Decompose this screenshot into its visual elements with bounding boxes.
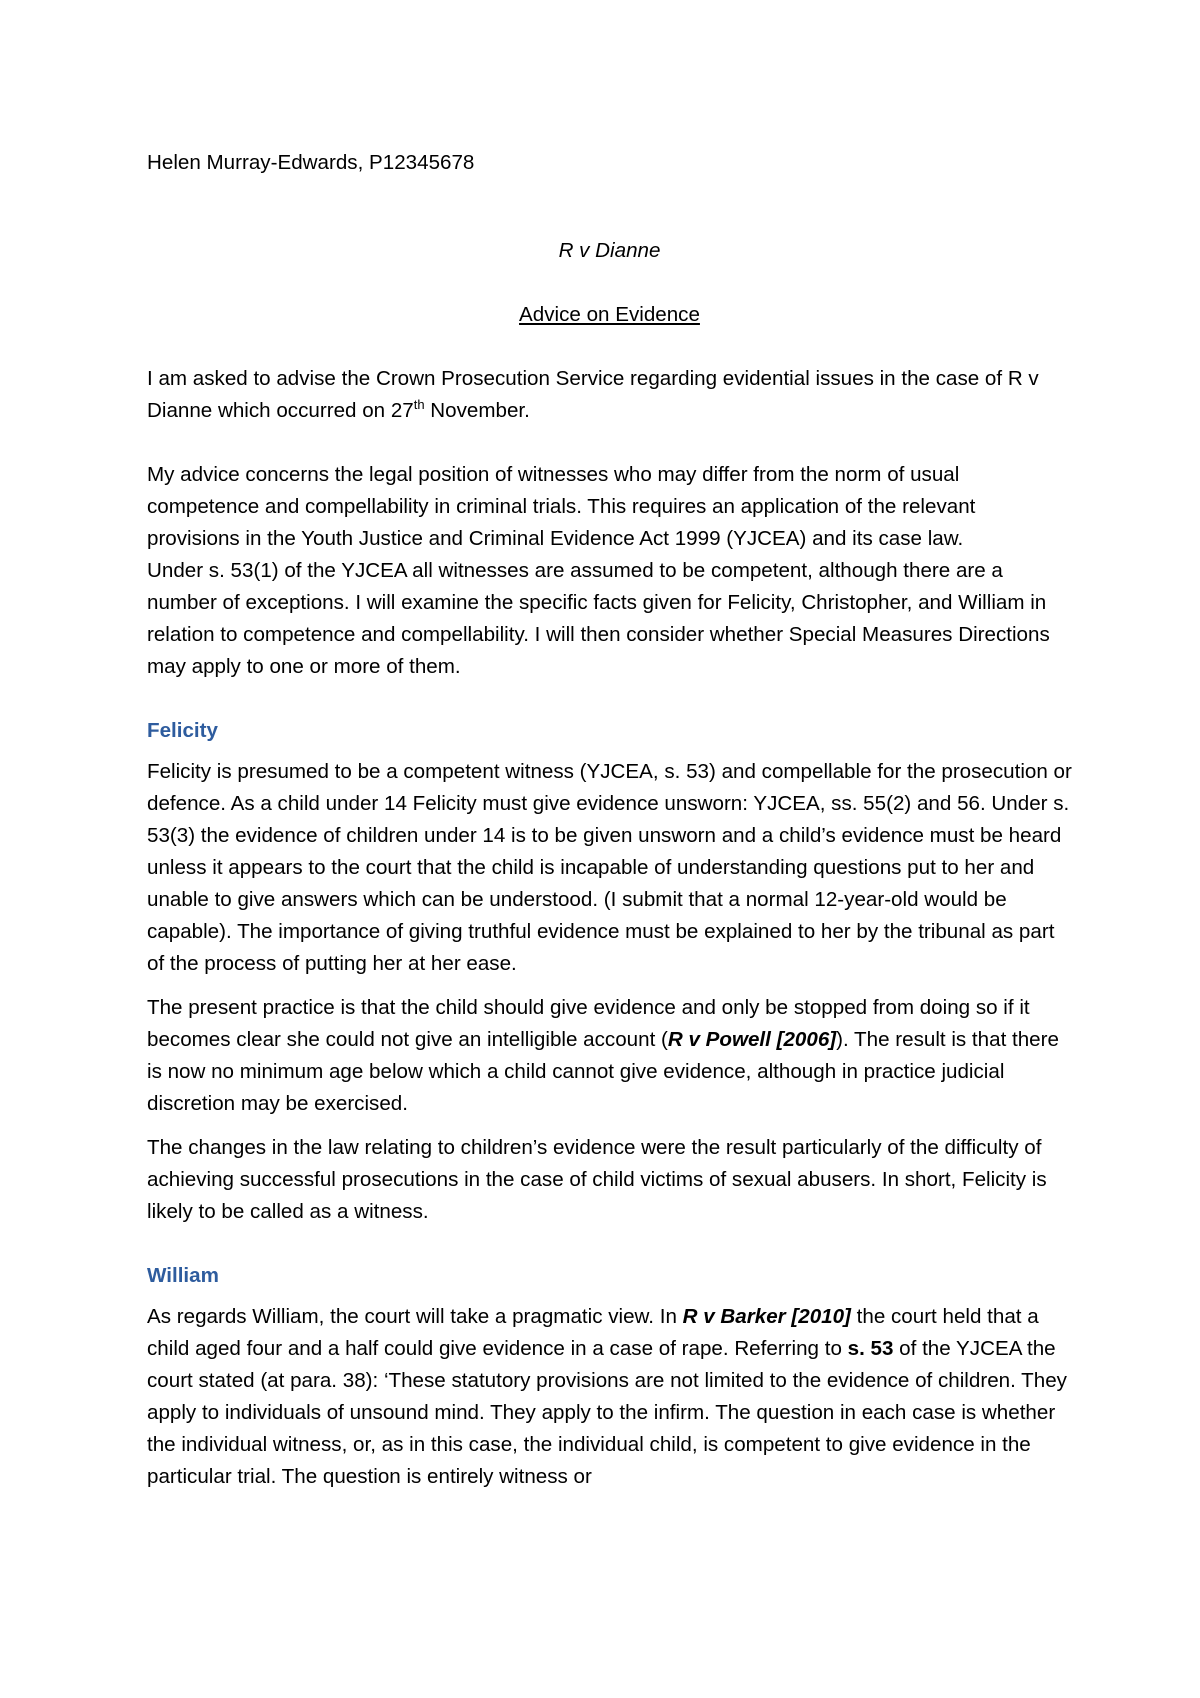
document-body — [147, 147, 1072, 1493]
william-paragraph — [147, 1301, 1072, 1493]
author-line: Helen Murray-Edwards, P12345678 — [147, 151, 475, 174]
overview-continuation: Under s. 53(1) of the YJCEA all witnesses are assumed to be competent, although there are a number of exceptions. I will examine the specific facts given for Felicity, Christopher, and William in relation to competence and compellability. I will then consider whether Special Measures Directions may apply to one or more of them. — [147, 559, 1050, 678]
intro-paragraph — [147, 363, 1072, 427]
case-reference-barker: R v Barker [2010] — [682, 1305, 851, 1328]
overview-lead: My advice concerns the legal position of witnesses who may differ from the norm of usual competence and compellability in criminal trials. This requires an application of the relevant provisions in the Youth Justice and Criminal Evidence Act 1999 (YJCEA) and its case law. — [147, 463, 976, 550]
section-reference-s53: s. 53 — [847, 1337, 894, 1360]
william-text-mid: the court held that a child aged four and a half could give evidence in a case of rape. Referring to — [147, 1305, 1039, 1360]
intro-text-end: November. — [424, 399, 530, 422]
case-reference-powell: R v Powell [2006] — [667, 1028, 837, 1051]
case-title: R v Dianne — [558, 239, 661, 262]
felicity-paragraph-2 — [147, 992, 1072, 1120]
intro-text: I am asked to advise the Crown Prosecution Service regarding evidential issues in the case of R v Dianne which occurred on 27 — [147, 367, 1039, 422]
felicity-p2-text: The present practice is that the child should give evidence and only be stopped from doing so if it becomes clear she could not give an intelligible account ( — [147, 996, 1030, 1051]
document-title: Advice on Evidence — [519, 303, 700, 326]
william-text: As regards William, the court will take a pragmatic view. In — [147, 1305, 683, 1328]
section-heading-william: William — [147, 1264, 219, 1287]
date-ordinal-superscript: th — [413, 397, 425, 413]
felicity-p2-text-end: ). The result is that there is now no minimum age below which a child cannot give evidence, although in practice judicial discretion may be exercised. — [147, 1028, 1059, 1115]
william-text-end: of the YJCEA the court stated (at para. 38): ‘These statutory provisions are not limited to the evidence of children. They apply to individuals of unsound mind. They apply to the infirm. The question in each case is whether the individual witness, or, as in this case, the individual child, is competent to give evidence in the particular trial. The question is entirely witness or — [147, 1337, 1067, 1488]
section-heading-felicity: Felicity — [147, 719, 218, 742]
felicity-paragraph-1: Felicity is presumed to be a competent witness (YJCEA, s. 53) and compellable for the prosecution or defence. As a child under 14 Felicity must give evidence unsworn: YJCEA, ss. 55(2) and 56. Under s. 53(3) the evidence of children under 14 is to be given unsworn and a child’s evidence must be heard unless it appears to the court that the child is incapable of understanding questions put to her and unable to give answers which can be understood. (I submit that a normal 12-year-old would be capable). The importance of giving truthful evidence must be explained to her by the tribunal as part of the process of putting her at her ease. — [147, 760, 1072, 975]
overview-paragraph — [147, 459, 1072, 683]
felicity-paragraph-3: The changes in the law relating to children’s evidence were the result particularly of the difficulty of achieving successful prosecutions in the case of child victims of sexual abusers. In short, Felicity is likely to be called as a witness. — [147, 1136, 1047, 1223]
